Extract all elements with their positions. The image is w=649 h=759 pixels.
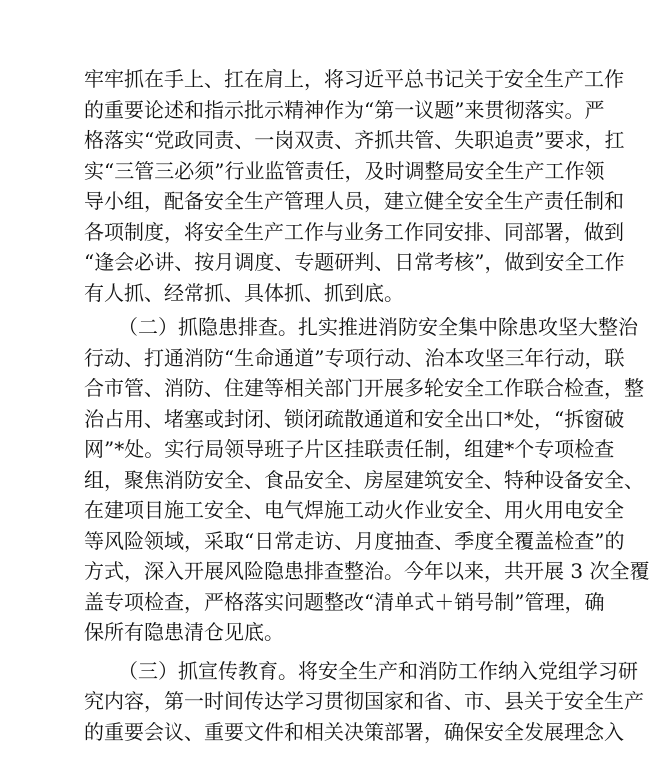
paragraph-2-line-6: 组，聚焦消防安全、食品安全、房屋建筑安全、特种设备安全、 (84, 467, 644, 492)
paragraph-1-line-8: 有人抓、经常抓、具体抓、抓到底。 (84, 280, 404, 305)
paragraph-2-line-11: 保所有隐患清仓见底。 (84, 620, 284, 644)
paragraph-2-line-8: 等风险领域，采取“日常走访、月度抽查、季度全覆盖检查”的 (84, 528, 625, 553)
section-3-heading-line: （三）抓宣传教育。将安全生产和消防工作纳入党组学习研 (118, 658, 638, 683)
paragraph-2-line-5: 网”*处。实行局领导班子片区挂联责任制，组建*个专项检查 (84, 437, 615, 461)
paragraph-1-line-3: 格落实“党政同责、一岗双责、齐抓共管、失职追责”要求，扛 (84, 128, 625, 152)
paragraph-2-line-4: 治占用、堵塞或封闭、锁闭疏散通道和安全出口*处，“拆窗破 (84, 406, 625, 431)
paragraph-1-line-7: “逢会必讲、按月调度、专题研判、日常考核”，做到安全工作 (84, 250, 625, 274)
paragraph-2-line-10: 盖专项检查，严格落实问题整改“清单式＋销号制”管理，确 (84, 589, 605, 614)
paragraph-1-line-2: 的重要论述和指示批示精神作为“第一议题”来贯彻落实。严 (84, 97, 605, 122)
paragraph-2-line-9: 方式，深入开展风险隐患排查整治。今年以来，共开展 3 次全覆 (84, 559, 649, 583)
paragraph-1-line-4: 实“三管三必须”行业监管责任，及时调整局安全生产工作领 (84, 158, 605, 183)
paragraph-2-line-2: 行动、打通消防“生命通道”专项行动、治本攻坚三年行动，联 (84, 345, 625, 370)
paragraph-1-line-6: 各项制度，将安全生产工作与业务工作同安排、同部署，做到 (84, 219, 624, 244)
paragraph-1-line-1: 牢牢抓在手上、扛在肩上，将习近平总书记关于安全生产工作 (84, 67, 624, 91)
paragraph-3-line-3: 的重要会议、重要文件和相关决策部署，确保安全发展理念入 (84, 719, 624, 744)
paragraph-3-line-2: 究内容，第一时间传达学习贯彻国家和省、市、县关于安全生产 (84, 689, 644, 713)
paragraph-2-line-7: 在建项目施工安全、电气焊施工动火作业安全、用火用电安全 (84, 498, 624, 522)
section-2-heading-line: （二）抓隐患排查。扎实推进消防安全集中除患攻坚大整治 (118, 315, 638, 339)
paragraph-1-line-5: 导小组，配备安全生产管理人员，建立健全安全生产责任制和 (84, 189, 624, 213)
paragraph-2-line-3: 合市管、消防、住建等相关部门开展多轮安全工作联合检查，整 (84, 376, 644, 400)
